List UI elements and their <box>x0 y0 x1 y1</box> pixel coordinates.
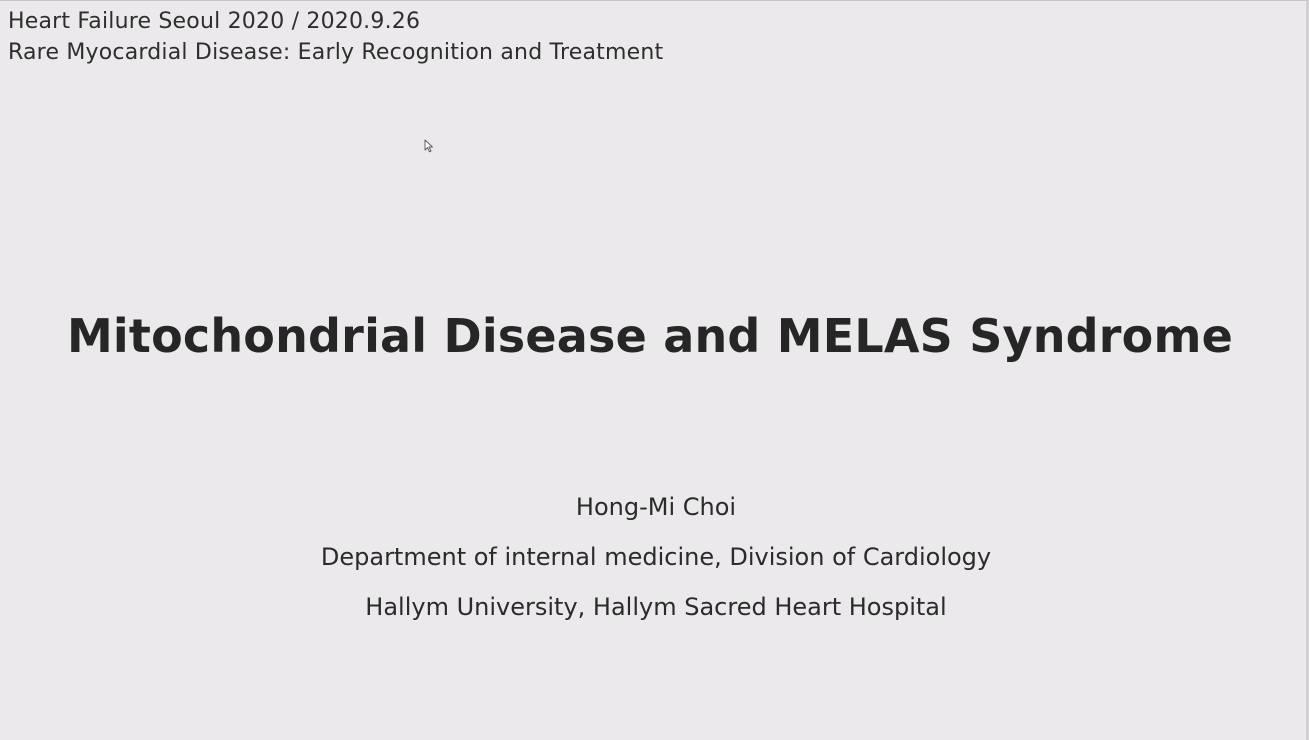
author-name: Hong-Mi Choi <box>575 493 737 521</box>
event-line: Heart Failure Seoul 2020 / 2020.9.26 <box>8 9 421 34</box>
author-block <box>0 482 1309 632</box>
slide-header <box>8 6 663 68</box>
session-line: Rare Myocardial Disease: Early Recognition and Treatment <box>8 40 664 65</box>
mouse-pointer-icon <box>424 139 434 153</box>
author-department: Department of internal medicine, Division of Cardiology <box>320 543 992 571</box>
author-institution: Hallym University, Hallym Sacred Heart Hospital <box>365 593 947 621</box>
slide-title: Mitochondrial Disease and MELAS Syndrome <box>66 309 1234 363</box>
